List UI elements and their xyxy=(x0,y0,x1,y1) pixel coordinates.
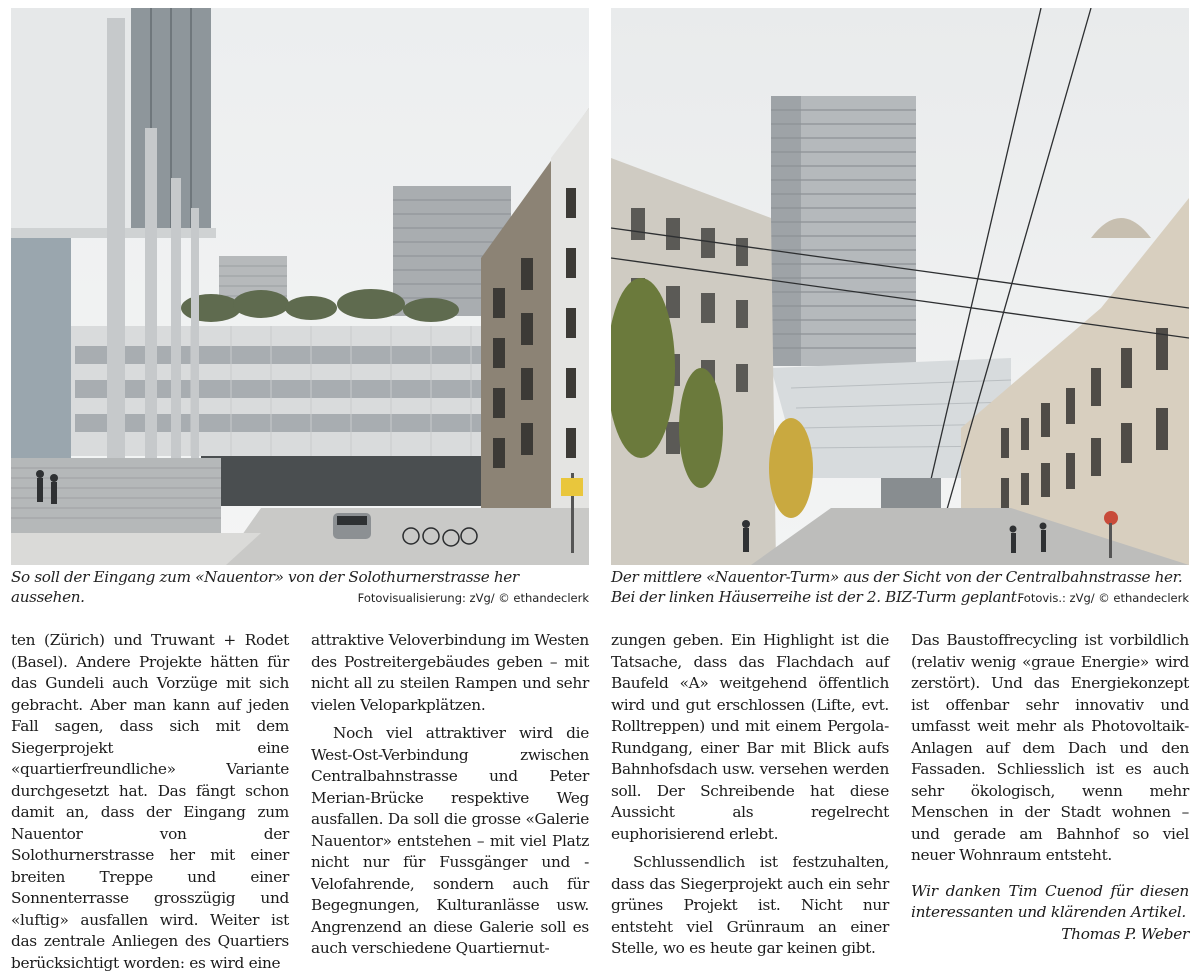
acknowledgement: Wir danken Tim Cuenod für diesen interessanten und klärenden Artikel. xyxy=(911,881,1189,921)
photo-left-illustration xyxy=(11,8,589,565)
article-paragraph: Das Baustoffrecycling ist vorbildlich (relativ wenig «graue Energie» wird zerstört). Und das Energiekonzept ist offenbar sehr innovativ und umfasst weit mehr als Photovoltaik-Anlagen auf dem Dach und den Fassaden. Schliesslich ist es auch sehr ökologisch, wenn mehr Menschen in der Stadt wohnen – und gerade am Bahnhof so viel neuer Wohnraum entsteht. xyxy=(911,631,1189,864)
article-column-4 xyxy=(911,630,1189,945)
article-paragraph: ten (Zürich) und Truwant + Rodet (Basel). Andere Projekte hätten für das Gundeli auch Vorzüge mit sich gebracht. Aber man kann auf jeden Fall sagen, dass sich mit dem Siegerprojekt eine «quartierfreundliche» Variante durchgesetzt hat. Das fängt schon damit an, dass der Eingang zum Nauentor von der Solothurnerstrasse her mit einer breiten Treppe und einer Sonnenterrasse grosszügig und «luftig» ausfallen wird. Weiter ist das zentrale Anliegen des Quartiers berücksichtigt worden: es wird eine xyxy=(11,631,289,972)
article-column-3 xyxy=(611,630,889,960)
article-paragraph: Schlussendlich ist festzuhalten, dass das Siegerprojekt auch ein sehr grünes Projekt ist. Nicht nur entsteht viel Grünraum an einer Stelle, wo es heute gar keinen gibt. xyxy=(611,853,889,957)
photo-caption-right-line1: Der mittlere «Nauentor-Turm» aus der Sicht von der Centralbahnstrasse her. xyxy=(611,568,1183,586)
photo-caption-left: So soll der Eingang zum «Nauentor» von der Solothurnerstrasse her aussehen. xyxy=(11,568,519,606)
photo-caption-right-line2: Bei der linken Häuserreihe ist der 2. BIZ-Turm geplant. xyxy=(611,588,1021,606)
photo-nauentor-entrance xyxy=(11,8,589,565)
article-paragraph: attraktive Veloverbindung im Westen des Postreitergebäudes geben – mit nicht all zu steilen Rampen und sehr vielen Veloparkplätzen. xyxy=(311,631,589,714)
article-column-1 xyxy=(11,630,289,974)
article-paragraph: Noch viel attraktiver wird die West-Ost-Verbindung zwischen Centralbahnstrasse und Peter Merian-Brücke respektive Weg ausfallen. Da soll die grosse «Galerie Nauentor» entstehen – mit viel Platz nicht nur für Fussgänger und -Velofahrende, sondern auch für Begegnungen, Kulturanlässe usw. Angrenzend an diese Galerie soll es auch verschiedene Quartiernut- xyxy=(311,724,589,957)
photo-credit-left: Fotovisualisierung: zVg/ © ethandeclerk xyxy=(357,591,589,605)
photo-nauentor-tower xyxy=(611,8,1189,565)
photo-right-illustration xyxy=(611,8,1189,565)
author-signature: Thomas P. Weber xyxy=(1061,924,1189,943)
photo-credit-right: Fotovis.: zVg/ © ethandeclerk xyxy=(1017,591,1189,605)
article-column-2 xyxy=(311,630,589,960)
article-paragraph: zungen geben. Ein Highlight ist die Tatsache, dass das Flachdach auf Baufeld «A» weitgehend öffentlich wird und gut erschlossen (Lifte, evt. Rolltreppen) und mit einem Pergola-Rundgang, einer Bar mit Blick aufs Bahnhofsdach usw. versehen werden soll. Der Schreibende hat diese Aussicht als regelrecht euphorisierend erlebt. xyxy=(611,631,889,843)
